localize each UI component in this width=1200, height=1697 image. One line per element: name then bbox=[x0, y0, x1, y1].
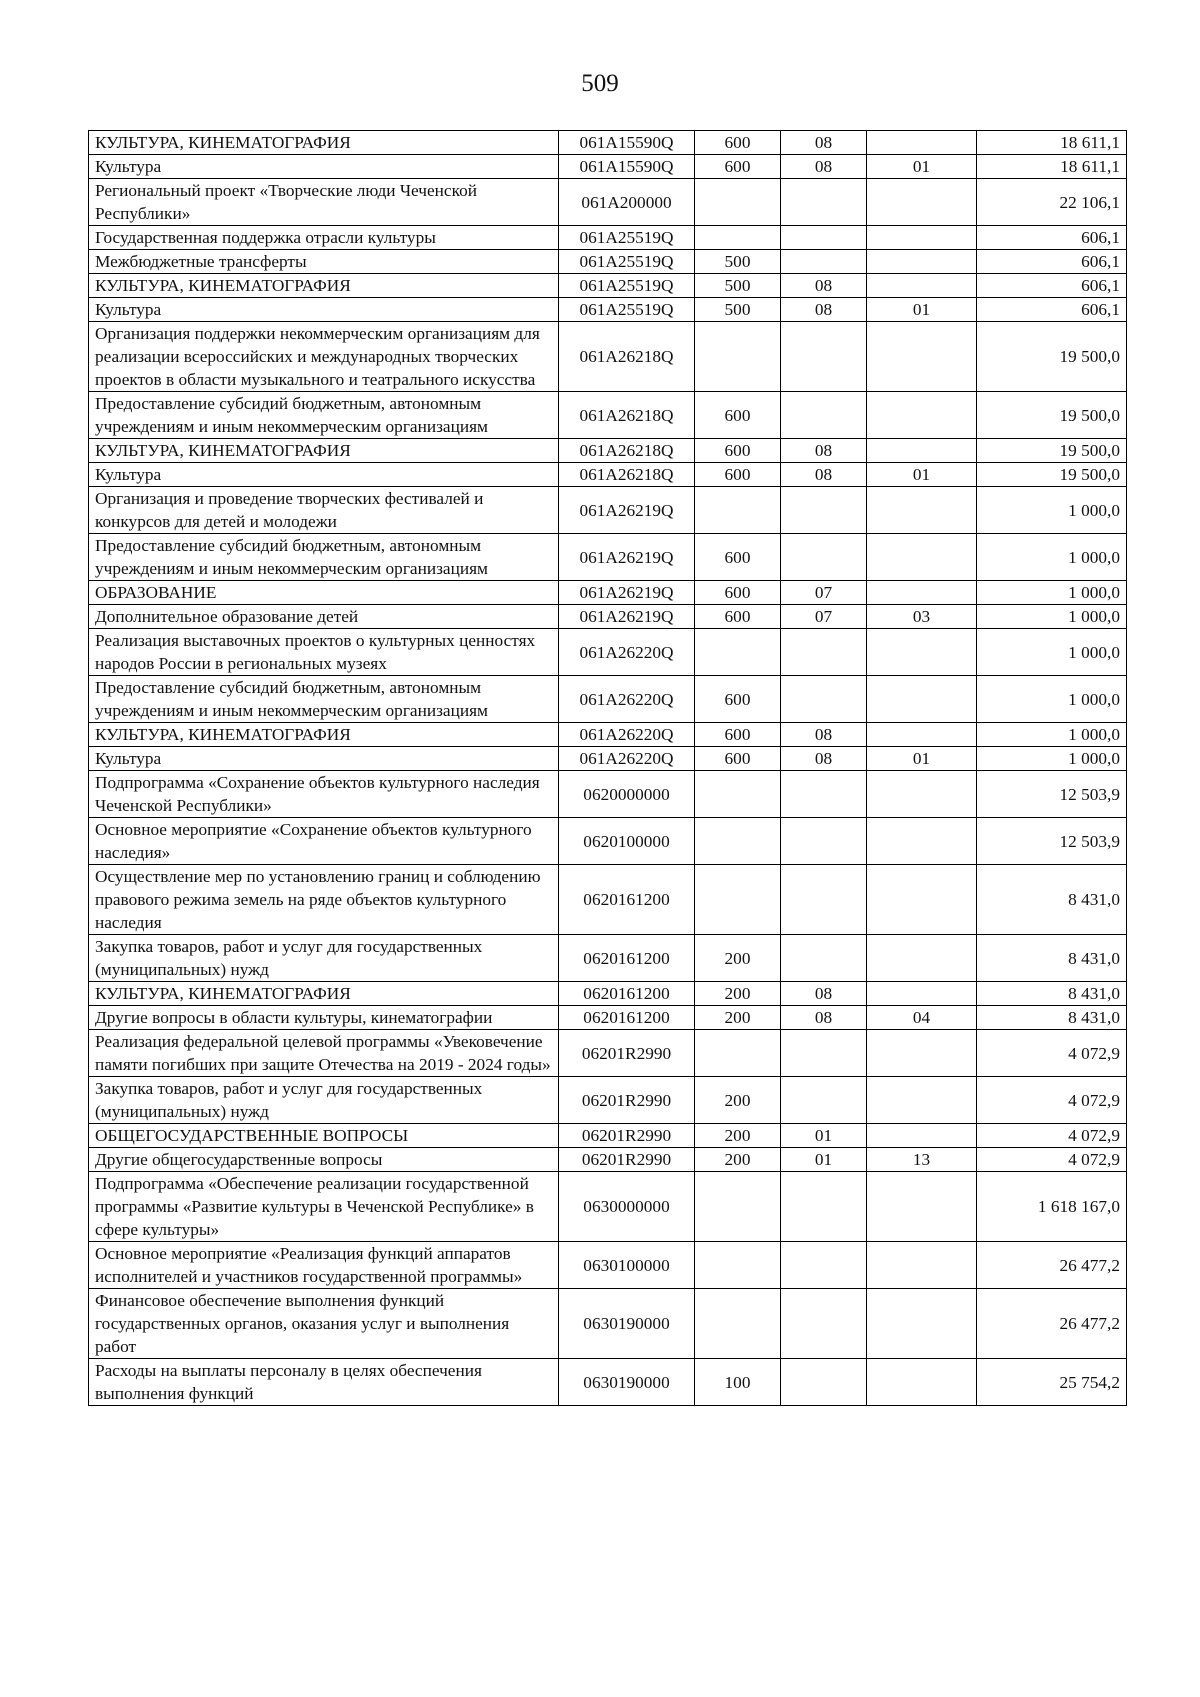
table-row bbox=[89, 581, 1127, 605]
row-amount: 4 072,9 bbox=[977, 1124, 1127, 1148]
table-row bbox=[89, 226, 1127, 250]
row-section: 07 bbox=[781, 605, 867, 629]
row-name: Закупка товаров, работ и услуг для государственных (муниципальных) нужд bbox=[89, 935, 559, 982]
row-subsection bbox=[867, 322, 977, 392]
row-target-code: 0630100000 bbox=[559, 1242, 695, 1289]
row-name: КУЛЬТУРА, КИНЕМАТОГРАФИЯ bbox=[89, 982, 559, 1006]
row-subsection bbox=[867, 865, 977, 935]
row-section bbox=[781, 676, 867, 723]
row-target-code: 061A25519Q bbox=[559, 250, 695, 274]
row-expense-type bbox=[695, 487, 781, 534]
row-amount: 22 106,1 bbox=[977, 179, 1127, 226]
row-name: КУЛЬТУРА, КИНЕМАТОГРАФИЯ bbox=[89, 131, 559, 155]
row-subsection bbox=[867, 581, 977, 605]
row-expense-type bbox=[695, 1289, 781, 1359]
row-section: 08 bbox=[781, 982, 867, 1006]
row-amount: 19 500,0 bbox=[977, 439, 1127, 463]
row-name: Реализация выставочных проектов о культурных ценностях народов России в региональных музеях bbox=[89, 629, 559, 676]
table-row bbox=[89, 605, 1127, 629]
row-subsection bbox=[867, 771, 977, 818]
row-name: Организация поддержки некоммерческим организациям для реализации всероссийских и международных творческих проектов в области музыкального и театрального искусства bbox=[89, 322, 559, 392]
row-amount: 18 611,1 bbox=[977, 131, 1127, 155]
row-name: КУЛЬТУРА, КИНЕМАТОГРАФИЯ bbox=[89, 439, 559, 463]
row-amount: 4 072,9 bbox=[977, 1077, 1127, 1124]
row-target-code: 0620161200 bbox=[559, 982, 695, 1006]
row-amount: 12 503,9 bbox=[977, 818, 1127, 865]
row-section bbox=[781, 1172, 867, 1242]
row-expense-type: 200 bbox=[695, 1148, 781, 1172]
row-section bbox=[781, 1242, 867, 1289]
row-expense-type: 500 bbox=[695, 274, 781, 298]
row-subsection: 01 bbox=[867, 747, 977, 771]
row-name: Предоставление субсидий бюджетным, автономным учреждениям и иным некоммерческим организациям bbox=[89, 392, 559, 439]
table-row bbox=[89, 1289, 1127, 1359]
row-subsection bbox=[867, 534, 977, 581]
row-amount: 1 000,0 bbox=[977, 676, 1127, 723]
row-expense-type bbox=[695, 629, 781, 676]
row-section bbox=[781, 226, 867, 250]
table-row bbox=[89, 747, 1127, 771]
row-name: Основное мероприятие «Сохранение объектов культурного наследия» bbox=[89, 818, 559, 865]
row-expense-type bbox=[695, 1242, 781, 1289]
row-target-code: 061A26218Q bbox=[559, 322, 695, 392]
row-amount: 1 000,0 bbox=[977, 487, 1127, 534]
row-target-code: 0620100000 bbox=[559, 818, 695, 865]
row-section bbox=[781, 534, 867, 581]
row-name: Региональный проект «Творческие люди Чеченской Республики» bbox=[89, 179, 559, 226]
row-amount: 19 500,0 bbox=[977, 322, 1127, 392]
row-section bbox=[781, 392, 867, 439]
row-expense-type: 600 bbox=[695, 463, 781, 487]
table-row bbox=[89, 155, 1127, 179]
table-row bbox=[89, 179, 1127, 226]
row-expense-type: 600 bbox=[695, 534, 781, 581]
row-amount: 12 503,9 bbox=[977, 771, 1127, 818]
row-name: Другие общегосударственные вопросы bbox=[89, 1148, 559, 1172]
table-row bbox=[89, 274, 1127, 298]
row-target-code: 06201R2990 bbox=[559, 1148, 695, 1172]
row-name: Осуществление мер по установлению границ и соблюдению правового режима земель на ряде объектов культурного наследия bbox=[89, 865, 559, 935]
row-name: Финансовое обеспечение выполнения функций государственных органов, оказания услуг и выполнения работ bbox=[89, 1289, 559, 1359]
row-name: Культура bbox=[89, 463, 559, 487]
row-amount: 8 431,0 bbox=[977, 1006, 1127, 1030]
row-section bbox=[781, 487, 867, 534]
row-expense-type: 600 bbox=[695, 131, 781, 155]
row-amount: 606,1 bbox=[977, 298, 1127, 322]
row-section bbox=[781, 771, 867, 818]
table-row bbox=[89, 322, 1127, 392]
row-name: Другие вопросы в области культуры, кинематографии bbox=[89, 1006, 559, 1030]
row-target-code: 0620161200 bbox=[559, 865, 695, 935]
table-row bbox=[89, 723, 1127, 747]
row-target-code: 061A26220Q bbox=[559, 629, 695, 676]
row-name: Культура bbox=[89, 155, 559, 179]
row-target-code: 0630000000 bbox=[559, 1172, 695, 1242]
row-section bbox=[781, 865, 867, 935]
table-row bbox=[89, 1148, 1127, 1172]
row-target-code: 061A25519Q bbox=[559, 226, 695, 250]
row-name: Подпрограмма «Сохранение объектов культурного наследия Чеченской Республики» bbox=[89, 771, 559, 818]
row-expense-type: 200 bbox=[695, 1006, 781, 1030]
row-name: Реализация федеральной целевой программы «Увековечение памяти погибших при защите Отечества на 2019 - 2024 годы» bbox=[89, 1030, 559, 1077]
row-name: Дополнительное образование детей bbox=[89, 605, 559, 629]
table-row bbox=[89, 1242, 1127, 1289]
table-row bbox=[89, 1006, 1127, 1030]
table-row bbox=[89, 1124, 1127, 1148]
row-amount: 606,1 bbox=[977, 226, 1127, 250]
table-row bbox=[89, 487, 1127, 534]
row-amount: 606,1 bbox=[977, 250, 1127, 274]
table-row bbox=[89, 1172, 1127, 1242]
table-row bbox=[89, 676, 1127, 723]
row-subsection: 01 bbox=[867, 155, 977, 179]
table-row bbox=[89, 771, 1127, 818]
row-expense-type bbox=[695, 1030, 781, 1077]
row-target-code: 061A26219Q bbox=[559, 487, 695, 534]
row-amount: 1 000,0 bbox=[977, 629, 1127, 676]
row-expense-type: 200 bbox=[695, 935, 781, 982]
row-amount: 8 431,0 bbox=[977, 982, 1127, 1006]
row-target-code: 06201R2990 bbox=[559, 1124, 695, 1148]
row-section bbox=[781, 1077, 867, 1124]
row-amount: 1 000,0 bbox=[977, 534, 1127, 581]
row-subsection bbox=[867, 439, 977, 463]
table-row bbox=[89, 392, 1127, 439]
row-amount: 1 000,0 bbox=[977, 581, 1127, 605]
row-target-code: 06201R2990 bbox=[559, 1030, 695, 1077]
row-target-code: 061A26220Q bbox=[559, 676, 695, 723]
row-target-code: 061A26218Q bbox=[559, 439, 695, 463]
row-expense-type: 600 bbox=[695, 439, 781, 463]
row-amount: 4 072,9 bbox=[977, 1030, 1127, 1077]
row-subsection bbox=[867, 226, 977, 250]
row-expense-type bbox=[695, 771, 781, 818]
row-target-code: 061A25519Q bbox=[559, 274, 695, 298]
row-amount: 1 618 167,0 bbox=[977, 1172, 1127, 1242]
row-name: Предоставление субсидий бюджетным, автономным учреждениям и иным некоммерческим организациям bbox=[89, 676, 559, 723]
row-subsection: 03 bbox=[867, 605, 977, 629]
row-name: Предоставление субсидий бюджетным, автономным учреждениям и иным некоммерческим организациям bbox=[89, 534, 559, 581]
row-expense-type: 600 bbox=[695, 747, 781, 771]
row-expense-type: 200 bbox=[695, 1124, 781, 1148]
row-section bbox=[781, 250, 867, 274]
row-subsection bbox=[867, 982, 977, 1006]
row-subsection bbox=[867, 1289, 977, 1359]
row-subsection bbox=[867, 131, 977, 155]
row-expense-type: 100 bbox=[695, 1359, 781, 1406]
row-section bbox=[781, 818, 867, 865]
row-subsection bbox=[867, 723, 977, 747]
row-subsection bbox=[867, 1242, 977, 1289]
row-section bbox=[781, 1030, 867, 1077]
row-target-code: 061A26220Q bbox=[559, 747, 695, 771]
row-subsection: 01 bbox=[867, 463, 977, 487]
row-amount: 1 000,0 bbox=[977, 747, 1127, 771]
row-target-code: 061A26218Q bbox=[559, 463, 695, 487]
row-name: Закупка товаров, работ и услуг для государственных (муниципальных) нужд bbox=[89, 1077, 559, 1124]
row-name: ОБРАЗОВАНИЕ bbox=[89, 581, 559, 605]
table-row bbox=[89, 250, 1127, 274]
row-target-code: 0620161200 bbox=[559, 935, 695, 982]
table-row bbox=[89, 534, 1127, 581]
row-amount: 8 431,0 bbox=[977, 865, 1127, 935]
row-target-code: 061A200000 bbox=[559, 179, 695, 226]
row-expense-type: 600 bbox=[695, 155, 781, 179]
row-expense-type bbox=[695, 1172, 781, 1242]
row-name: Культура bbox=[89, 747, 559, 771]
row-section: 08 bbox=[781, 747, 867, 771]
table-row bbox=[89, 629, 1127, 676]
row-subsection: 04 bbox=[867, 1006, 977, 1030]
row-target-code: 061A26218Q bbox=[559, 392, 695, 439]
page-number: 509 bbox=[581, 70, 619, 97]
row-name: ОБЩЕГОСУДАРСТВЕННЫЕ ВОПРОСЫ bbox=[89, 1124, 559, 1148]
row-target-code: 0620000000 bbox=[559, 771, 695, 818]
row-section: 01 bbox=[781, 1148, 867, 1172]
row-expense-type bbox=[695, 179, 781, 226]
row-expense-type: 600 bbox=[695, 605, 781, 629]
row-amount: 8 431,0 bbox=[977, 935, 1127, 982]
row-target-code: 0620161200 bbox=[559, 1006, 695, 1030]
row-expense-type: 200 bbox=[695, 982, 781, 1006]
row-subsection bbox=[867, 274, 977, 298]
row-subsection bbox=[867, 629, 977, 676]
row-amount: 25 754,2 bbox=[977, 1359, 1127, 1406]
table-row bbox=[89, 1077, 1127, 1124]
row-amount: 26 477,2 bbox=[977, 1289, 1127, 1359]
row-target-code: 061A15590Q bbox=[559, 131, 695, 155]
row-subsection bbox=[867, 179, 977, 226]
table-row bbox=[89, 865, 1127, 935]
row-expense-type: 600 bbox=[695, 392, 781, 439]
row-section bbox=[781, 935, 867, 982]
row-section: 08 bbox=[781, 298, 867, 322]
row-section: 08 bbox=[781, 463, 867, 487]
row-expense-type: 600 bbox=[695, 676, 781, 723]
row-section: 08 bbox=[781, 274, 867, 298]
row-section: 08 bbox=[781, 723, 867, 747]
row-name: Культура bbox=[89, 298, 559, 322]
row-target-code: 061A25519Q bbox=[559, 298, 695, 322]
row-subsection bbox=[867, 1077, 977, 1124]
row-name: Подпрограмма «Обеспечение реализации государственной программы «Развитие культуры в Чеченской Республике» в сфере культуры» bbox=[89, 1172, 559, 1242]
row-expense-type: 600 bbox=[695, 581, 781, 605]
row-name: Основное мероприятие «Реализация функций аппаратов исполнителей и участников государственной программы» bbox=[89, 1242, 559, 1289]
row-expense-type: 200 bbox=[695, 1077, 781, 1124]
table-row bbox=[89, 818, 1127, 865]
row-target-code: 0630190000 bbox=[559, 1359, 695, 1406]
table-row bbox=[89, 298, 1127, 322]
row-expense-type: 500 bbox=[695, 250, 781, 274]
table-row bbox=[89, 463, 1127, 487]
row-amount: 4 072,9 bbox=[977, 1148, 1127, 1172]
row-subsection bbox=[867, 1172, 977, 1242]
table-row bbox=[89, 982, 1127, 1006]
row-subsection bbox=[867, 1030, 977, 1077]
row-target-code: 061A26219Q bbox=[559, 534, 695, 581]
row-target-code: 061A26219Q bbox=[559, 605, 695, 629]
row-expense-type bbox=[695, 818, 781, 865]
table-body bbox=[89, 131, 1127, 1406]
row-section: 08 bbox=[781, 155, 867, 179]
row-name: Межбюджетные трансферты bbox=[89, 250, 559, 274]
row-amount: 1 000,0 bbox=[977, 723, 1127, 747]
row-section: 01 bbox=[781, 1124, 867, 1148]
row-subsection bbox=[867, 1359, 977, 1406]
row-target-code: 061A15590Q bbox=[559, 155, 695, 179]
row-name: КУЛЬТУРА, КИНЕМАТОГРАФИЯ bbox=[89, 274, 559, 298]
table-row bbox=[89, 1030, 1127, 1077]
row-name: Расходы на выплаты персоналу в целях обеспечения выполнения функций bbox=[89, 1359, 559, 1406]
row-section: 08 bbox=[781, 439, 867, 463]
row-subsection bbox=[867, 392, 977, 439]
row-amount: 606,1 bbox=[977, 274, 1127, 298]
row-expense-type bbox=[695, 226, 781, 250]
row-target-code: 0630190000 bbox=[559, 1289, 695, 1359]
row-section: 08 bbox=[781, 1006, 867, 1030]
row-amount: 19 500,0 bbox=[977, 392, 1127, 439]
table-row bbox=[89, 439, 1127, 463]
row-subsection bbox=[867, 676, 977, 723]
table-row bbox=[89, 1359, 1127, 1406]
row-subsection bbox=[867, 818, 977, 865]
row-amount: 18 611,1 bbox=[977, 155, 1127, 179]
row-section bbox=[781, 1359, 867, 1406]
row-expense-type: 600 bbox=[695, 723, 781, 747]
row-section: 08 bbox=[781, 131, 867, 155]
row-amount: 1 000,0 bbox=[977, 605, 1127, 629]
row-section bbox=[781, 1289, 867, 1359]
table-row bbox=[89, 131, 1127, 155]
row-target-code: 061A26219Q bbox=[559, 581, 695, 605]
row-subsection bbox=[867, 935, 977, 982]
row-section bbox=[781, 179, 867, 226]
row-subsection: 01 bbox=[867, 298, 977, 322]
row-amount: 26 477,2 bbox=[977, 1242, 1127, 1289]
row-expense-type bbox=[695, 322, 781, 392]
row-expense-type: 500 bbox=[695, 298, 781, 322]
row-target-code: 061A26220Q bbox=[559, 723, 695, 747]
table-row bbox=[89, 935, 1127, 982]
row-expense-type bbox=[695, 865, 781, 935]
row-name: Государственная поддержка отрасли культуры bbox=[89, 226, 559, 250]
budget-table bbox=[88, 130, 1127, 1406]
row-subsection: 13 bbox=[867, 1148, 977, 1172]
row-name: Организация и проведение творческих фестивалей и конкурсов для детей и молодежи bbox=[89, 487, 559, 534]
row-target-code: 06201R2990 bbox=[559, 1077, 695, 1124]
row-subsection bbox=[867, 250, 977, 274]
row-amount: 19 500,0 bbox=[977, 463, 1127, 487]
row-subsection bbox=[867, 1124, 977, 1148]
row-section bbox=[781, 629, 867, 676]
row-section: 07 bbox=[781, 581, 867, 605]
row-section bbox=[781, 322, 867, 392]
row-subsection bbox=[867, 487, 977, 534]
row-name: КУЛЬТУРА, КИНЕМАТОГРАФИЯ bbox=[89, 723, 559, 747]
